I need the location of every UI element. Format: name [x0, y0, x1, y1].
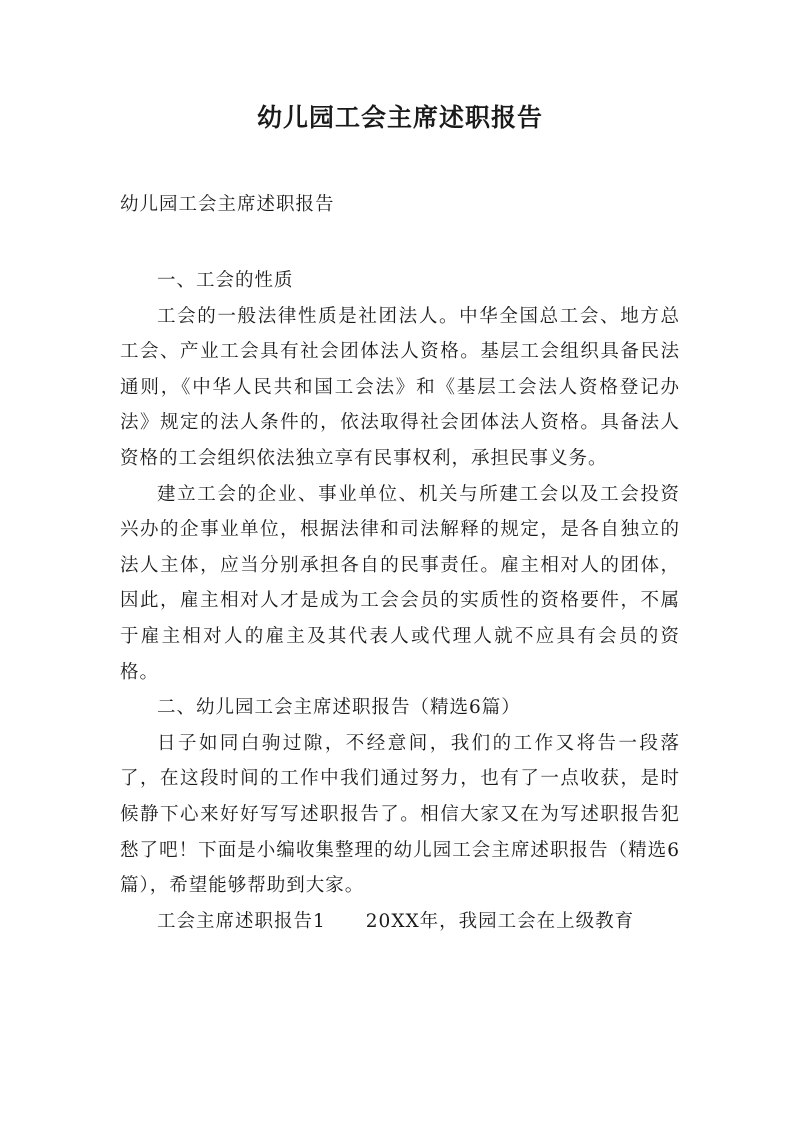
report-label: 工会主席述职报告1 — [157, 910, 326, 932]
paragraph-independent-entity: 建立工会的企业、事业单位、机关与所建工会以及工会投资兴办的企事业单位，根据法律和司法解释的规定，是各自独立的法人主体，应当分别承担各自的民事责任。雇主相对人的团体，因此，雇主相对人才是成为工会会员的实质性的资格要件，不属于雇主相对人的雇主及其代表人或代理人就不应具有会员的资格。 — [120, 483, 680, 683]
section-heading-nature: 一、工会的性质 — [157, 270, 294, 291]
document-body — [120, 263, 680, 939]
report-start-text: 20XX年，我园工会在上级教育 — [365, 910, 635, 932]
report-first-line — [120, 904, 680, 940]
section-heading-report: 二、幼儿园工会主席述职报告（精选6篇） — [157, 697, 521, 719]
paragraph-legal-nature: 工会的一般法律性质是社团法人。中华全国总工会、地方总工会、产业工会具有社会团体法人资格。基层工会组织具备民法通则，《中华人民共和国工会法》和《基层工会法人资格登记办法》规定的法人条件的，依法取得社会团体法人资格。具备法人资格的工会组织依法独立享有民事权利，承担民事义务。 — [120, 305, 680, 469]
paragraph-introduction: 日子如同白驹过隙，不经意间，我们的工作又将告一段落了，在这段时间的工作中我们通过努力，也有了一点收获，是时候静下心来好好写写述职报告了。相信大家又在为写述职报告犯愁了吧！下面是小编收集整理的幼儿园工会主席述职报告（精选6篇），希望能够帮助到大家。 — [120, 732, 680, 897]
document-title: 幼儿园工会主席述职报告 — [256, 103, 543, 132]
document-subtitle: 幼儿园工会主席述职报告 — [120, 194, 335, 215]
